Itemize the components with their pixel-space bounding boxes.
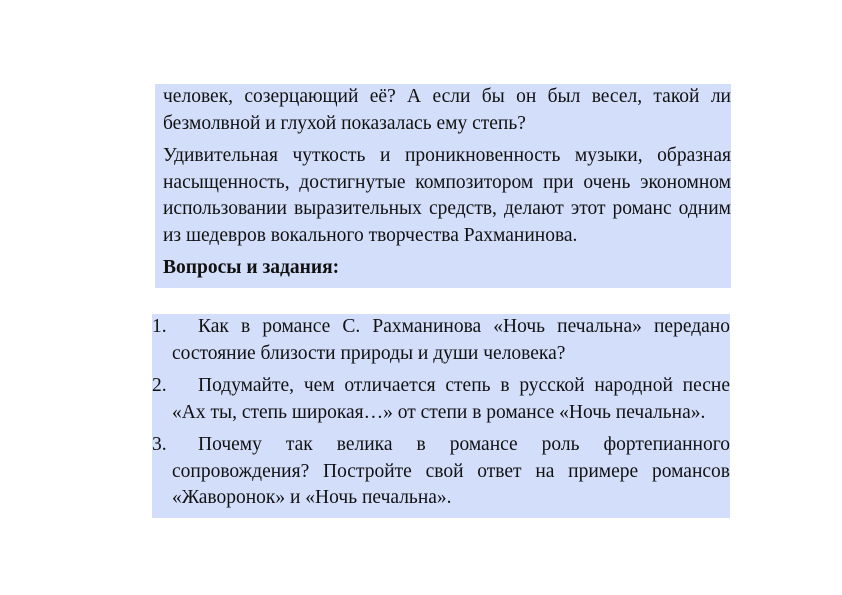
- question-text: Почему так велика в романсе роль фортепианного сопровождения? Постройте свой ответ на примере романсов «Жаворонок» и «Ночь печальна».: [172, 434, 730, 508]
- list-item: [152, 314, 730, 367]
- paragraph-2: Удивительная чуткость и проникновенность музыки, образная насыщенность, достигнутые композитором при очень экономном использовании выразительных средств, делают этот романс одним из шедевров вокального творчества Рахманинова.: [163, 145, 731, 246]
- list-number: 1.: [152, 316, 167, 337]
- question-text: Как в романсе С. Рахманинова «Ночь печальна» передано состояние близости природы и души человека?: [172, 316, 730, 364]
- question-list: [152, 314, 730, 518]
- list-number: 2.: [152, 375, 167, 396]
- list-number: 3.: [152, 434, 167, 455]
- paragraph-1: человек, созерцающий её? А если бы он был весел, такой ли безмолвной и глухой показалась ему степь?: [163, 86, 731, 134]
- question-text: Подумайте, чем отличается степь в русской народной песне «Ах ты, степь широкая…» от степи в романсе «Ночь печальна».: [172, 375, 730, 423]
- list-item: [152, 432, 730, 512]
- section-heading: Вопросы и задания:: [163, 257, 340, 278]
- text-block: [155, 84, 731, 288]
- list-item: [152, 373, 730, 426]
